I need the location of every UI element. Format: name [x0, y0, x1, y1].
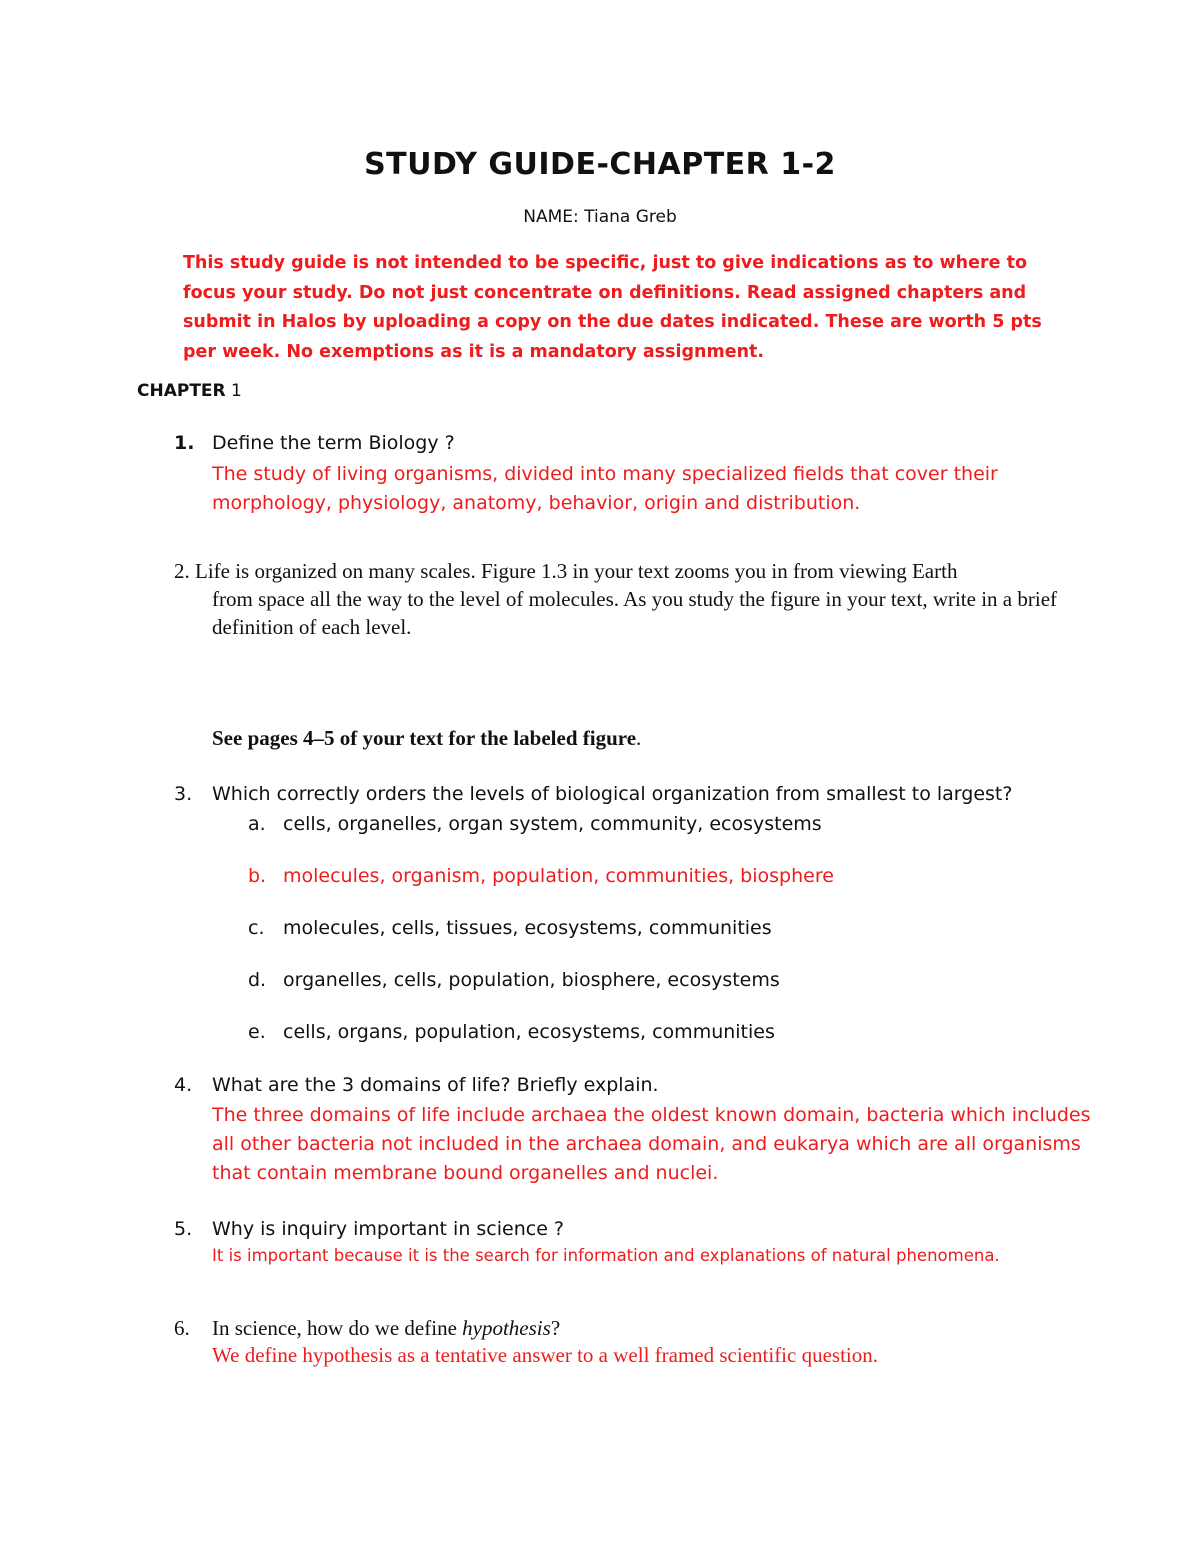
option-c-text: molecules, cells, tissues, ecosystems, communities	[283, 917, 772, 939]
question-6-text-before: In science, how do we define	[212, 1316, 463, 1340]
option-d-text: organelles, cells, population, biosphere, ecosystems	[283, 969, 780, 991]
question-2	[174, 557, 1064, 641]
question-5-number: 5.	[174, 1218, 193, 1240]
question-6-term: hypothesis	[462, 1316, 551, 1340]
see-pages-note	[212, 726, 641, 751]
question-4-answer: The three domains of life include archaea the oldest known domain, bacteria which includes all other bacteria not included in the archaea domain, and eukarya which are all organisms that contain membrane bound organelles and nuclei.	[212, 1104, 1091, 1184]
page-title: STUDY GUIDE-CHAPTER 1-2	[364, 147, 836, 182]
question-6-text	[212, 1316, 560, 1341]
question-6-answer: We define hypothesis as a tentative answer to a well framed scientific question.	[212, 1343, 879, 1367]
student-name-line	[0, 207, 1200, 227]
option-e-letter: e.	[248, 1021, 266, 1043]
question-6-text-after: ?	[550, 1316, 561, 1340]
option-a-text: cells, organelles, organ system, community, ecosystems	[283, 813, 822, 835]
instructions-notice: This study guide is not intended to be specific, just to give indications as to where to focus your study. Do not just concentrate on definitions. Read assigned chapters and submit in Halos by uploading a copy on the due dates indicated. These are worth 5 pts per week. No exemptions as it is a mandatory assignment.	[183, 253, 1042, 362]
question-4-text: What are the 3 domains of life? Briefly explain.	[212, 1074, 659, 1096]
chapter-number: 1	[231, 381, 242, 401]
question-2-text: Life is organized on many scales. Figure 1.3 in your text zooms you in from viewing Earth	[195, 559, 958, 583]
see-pages-text: See pages 4–5 of your text for the labeled figure	[212, 726, 637, 750]
name-label: NAME:	[523, 207, 579, 227]
question-5-text: Why is inquiry important in science ?	[212, 1218, 565, 1240]
question-6-number: 6.	[174, 1316, 190, 1340]
question-3-text: Which correctly orders the levels of biological organization from smallest to largest?	[212, 783, 1013, 805]
option-e-text: cells, organs, population, ecosystems, communities	[283, 1021, 775, 1043]
question-1-number: 1.	[174, 432, 195, 454]
question-4-number: 4.	[174, 1074, 193, 1096]
question-2-text-continued: from space all the way to the level of molecules. As you study the figure in your text, write in a brief definition of each level.	[212, 587, 1058, 639]
option-b-letter: b.	[248, 865, 267, 887]
option-d-letter: d.	[248, 969, 267, 991]
question-2-number: 2.	[174, 559, 190, 583]
question-5-answer: It is important because it is the search for information and explanations of natural phenomena.	[212, 1246, 1000, 1265]
question-1-text: Define the term Biology ?	[212, 432, 455, 454]
option-b-text: molecules, organism, population, communities, biosphere	[283, 865, 834, 887]
option-c-letter: c.	[248, 917, 265, 939]
question-3-number: 3.	[174, 783, 193, 805]
name-value: Tiana Greb	[584, 207, 677, 227]
see-pages-period: .	[636, 726, 642, 750]
chapter-heading	[137, 381, 242, 401]
question-1-answer: The study of living organisms, divided into many specialized fields that cover their morphology, physiology, anatomy, behavior, origin and distribution.	[212, 463, 998, 514]
option-a-letter: a.	[248, 813, 266, 835]
chapter-label: CHAPTER	[137, 381, 226, 401]
